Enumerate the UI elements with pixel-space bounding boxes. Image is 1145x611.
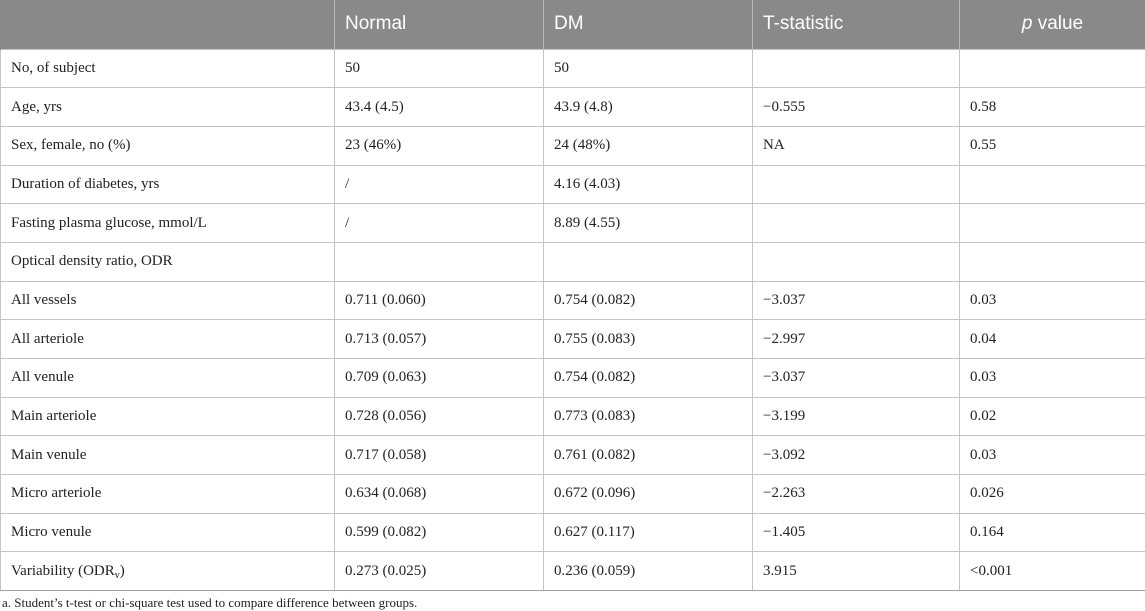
row-label: Main venule	[1, 436, 335, 475]
cell-p-value: 0.03	[960, 281, 1145, 320]
table-row	[1, 242, 1145, 281]
cell-dm: 0.754 (0.082)	[544, 281, 753, 320]
cell-dm: 0.236 (0.059)	[544, 552, 753, 591]
cell-p-value: <0.001	[960, 552, 1145, 591]
cell-normal: 43.4 (4.5)	[335, 88, 544, 127]
row-label: No, of subject	[1, 49, 335, 88]
cell-t-statistic: −1.405	[753, 513, 960, 552]
cell-dm: 8.89 (4.55)	[544, 204, 753, 243]
cell-p-value: 0.164	[960, 513, 1145, 552]
cell-t-statistic: −3.199	[753, 397, 960, 436]
row-label-main: Variability (ODR	[11, 562, 115, 579]
row-label: All arteriole	[1, 320, 335, 359]
cell-p-value: 0.03	[960, 359, 1145, 398]
cell-normal: 0.709 (0.063)	[335, 359, 544, 398]
row-label-subscript: v	[114, 569, 120, 581]
cell-normal	[335, 242, 544, 281]
cell-normal: 23 (46%)	[335, 126, 544, 165]
cell-p-value: 0.55	[960, 126, 1145, 165]
header-normal: Normal	[335, 0, 544, 49]
row-label: Main arteriole	[1, 397, 335, 436]
cell-p-value	[960, 204, 1145, 243]
cell-dm: 43.9 (4.8)	[544, 88, 753, 127]
header-row	[1, 0, 1145, 49]
table-row	[1, 552, 1145, 591]
row-label: Micro arteriole	[1, 475, 335, 514]
cell-p-value	[960, 242, 1145, 281]
cell-normal: 50	[335, 49, 544, 88]
table-header	[1, 0, 1145, 49]
header-dm: DM	[544, 0, 753, 49]
cell-dm: 0.761 (0.082)	[544, 436, 753, 475]
table-row	[1, 88, 1145, 127]
row-label: Fasting plasma glucose, mmol/L	[1, 204, 335, 243]
table-row	[1, 436, 1145, 475]
cell-t-statistic: NA	[753, 126, 960, 165]
cell-p-value: 0.026	[960, 475, 1145, 514]
cell-normal: 0.711 (0.060)	[335, 281, 544, 320]
table-row	[1, 126, 1145, 165]
cell-normal: 0.273 (0.025)	[335, 552, 544, 591]
cell-t-statistic: −3.037	[753, 281, 960, 320]
row-label	[1, 552, 335, 591]
table-footnote: a. Student’s t-test or chi-square test used to compare difference between groups.	[2, 595, 418, 610]
header-p-value	[960, 0, 1145, 49]
cell-normal: 0.634 (0.068)	[335, 475, 544, 514]
cell-p-value: 0.03	[960, 436, 1145, 475]
cell-p-value	[960, 49, 1145, 88]
cell-t-statistic	[753, 165, 960, 204]
table-row	[1, 397, 1145, 436]
cell-dm: 0.627 (0.117)	[544, 513, 753, 552]
table-row	[1, 513, 1145, 552]
cell-normal: 0.717 (0.058)	[335, 436, 544, 475]
cell-normal: 0.713 (0.057)	[335, 320, 544, 359]
row-label: Micro venule	[1, 513, 335, 552]
row-label: Age, yrs	[1, 88, 335, 127]
cell-normal: 0.599 (0.082)	[335, 513, 544, 552]
cell-dm: 0.755 (0.083)	[544, 320, 753, 359]
cell-t-statistic	[753, 204, 960, 243]
table-row	[1, 49, 1145, 88]
row-label: All vessels	[1, 281, 335, 320]
table-row	[1, 475, 1145, 514]
table-row	[1, 204, 1145, 243]
table-row	[1, 320, 1145, 359]
row-label-close: )	[119, 562, 125, 579]
cell-t-statistic	[753, 49, 960, 88]
cell-p-value: 0.58	[960, 88, 1145, 127]
cell-dm: 50	[544, 49, 753, 88]
cell-p-value	[960, 165, 1145, 204]
table-body	[1, 49, 1145, 591]
cell-p-value: 0.04	[960, 320, 1145, 359]
row-label: Optical density ratio, ODR	[1, 242, 335, 281]
row-label: Sex, female, no (%)	[1, 126, 335, 165]
cell-dm: 4.16 (4.03)	[544, 165, 753, 204]
cell-dm: 24 (48%)	[544, 126, 753, 165]
table-row	[1, 359, 1145, 398]
cell-t-statistic	[753, 242, 960, 281]
cell-t-statistic: −0.555	[753, 88, 960, 127]
header-blank	[1, 0, 335, 49]
table-row	[1, 281, 1145, 320]
header-t-statistic: T-statistic	[753, 0, 960, 49]
cell-normal: /	[335, 165, 544, 204]
row-label: All venule	[1, 359, 335, 398]
cell-t-statistic: −3.037	[753, 359, 960, 398]
cell-dm	[544, 242, 753, 281]
cell-dm: 0.773 (0.083)	[544, 397, 753, 436]
header-p-rest: value	[1032, 13, 1084, 35]
header-p-symbol: p	[1021, 13, 1033, 35]
row-label: Duration of diabetes, yrs	[1, 165, 335, 204]
cell-t-statistic: 3.915	[753, 552, 960, 591]
cell-dm: 0.754 (0.082)	[544, 359, 753, 398]
cell-normal: 0.728 (0.056)	[335, 397, 544, 436]
table-row	[1, 165, 1145, 204]
cell-t-statistic: −2.997	[753, 320, 960, 359]
cell-t-statistic: −2.263	[753, 475, 960, 514]
cell-normal: /	[335, 204, 544, 243]
cell-t-statistic: −3.092	[753, 436, 960, 475]
cell-p-value: 0.02	[960, 397, 1145, 436]
cell-dm: 0.672 (0.096)	[544, 475, 753, 514]
